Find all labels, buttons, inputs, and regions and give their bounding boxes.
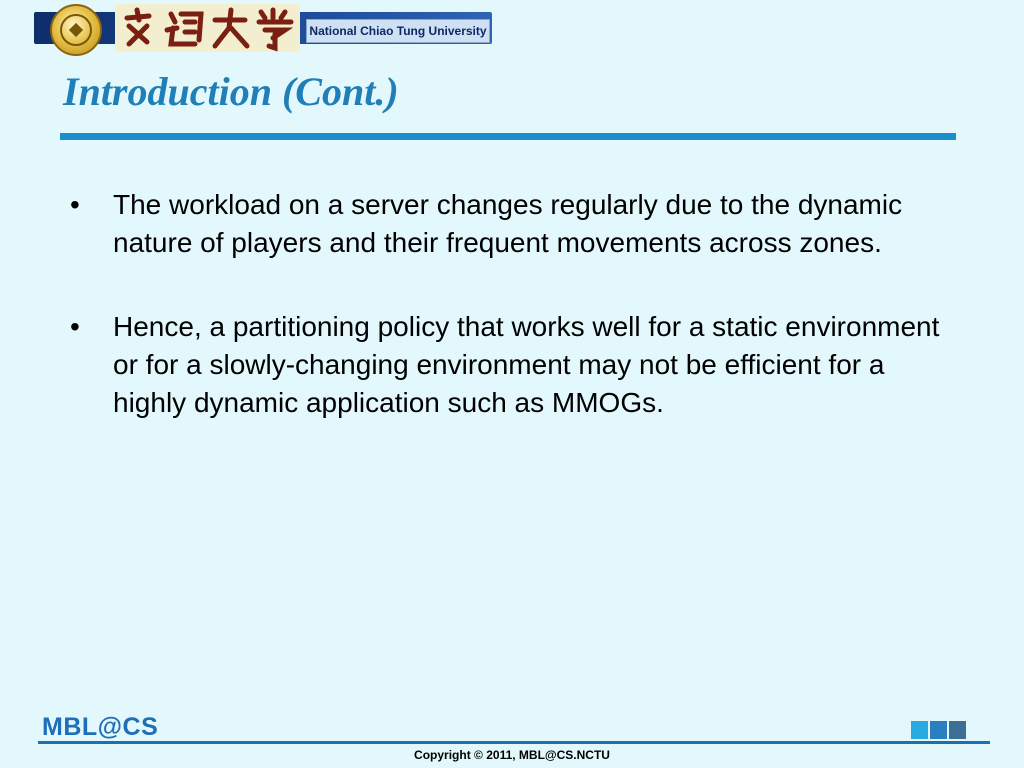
calligraphy-logo: [115, 4, 300, 52]
bullet-item: [70, 186, 940, 262]
university-name: National Chiao Tung University: [306, 19, 490, 43]
bullet-text: The workload on a server changes regularly due to the dynamic nature of players and their frequent movements across zones.: [113, 189, 903, 258]
bullet-list: [70, 186, 940, 468]
footer-squares: [911, 721, 968, 739]
footer-square: [949, 721, 966, 739]
footer-square: [930, 721, 947, 739]
footer-square: [911, 721, 928, 739]
university-seal-icon: [50, 4, 102, 56]
footer-logo: MBL@CS: [42, 713, 159, 741]
footer-divider: [38, 741, 990, 744]
slide-title: Introduction (Cont.): [63, 69, 399, 114]
bullet-item: [70, 308, 940, 422]
bullet-marker: •: [70, 189, 80, 220]
bullet-text: Hence, a partitioning policy that works well for a static environment or for a slowly-changing environment may not be efficient for a highly dynamic application such as MMOGs.: [113, 311, 940, 418]
copyright-text: Copyright © 2011, MBL@CS.NCTU: [414, 748, 610, 762]
bullet-marker: •: [70, 311, 80, 342]
title-divider: [60, 133, 956, 140]
